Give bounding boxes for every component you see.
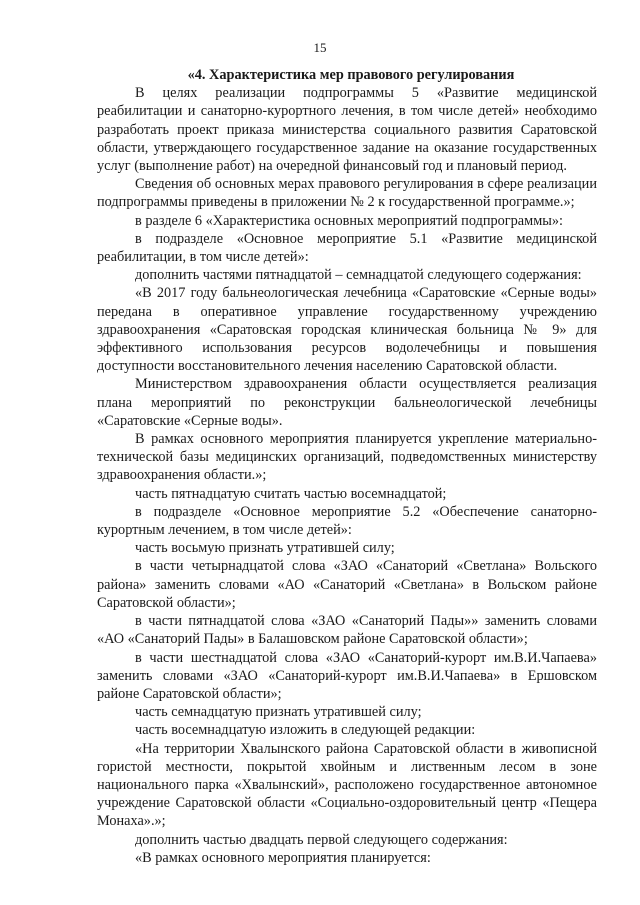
paragraph: часть семнадцатую признать утратившей силу; (135, 704, 422, 721)
paragraph: в части шестнадцатой слова «ЗАО «Санаторий-курорт им.В.И.Чапаева» заменить словами «ЗАО «Санаторий-курорт им.В.И.Чапаева» в Ершовском районе Саратовской области»; (97, 649, 597, 702)
paragraph: в подразделе «Основное мероприятие 5.1 «Развитие медицинской реабилитации, в том числе детей»: (97, 230, 597, 266)
paragraph: в части пятнадцатой слова «ЗАО «Санаторий Пады»» заменить словами «АО «Санаторий Пады» в Балашовском районе Саратовской области»; (97, 613, 597, 648)
paragraph: в разделе 6 «Характеристика основных мероприятий подпрограммы»: (135, 212, 563, 229)
paragraph: дополнить частями пятнадцатой – семнадцатой следующего содержания: (135, 267, 582, 284)
page-number: 15 (313, 40, 327, 55)
paragraph: в подразделе «Основное мероприятие 5.2 «Обеспечение санаторно-курортным лечением, в том числе детей»: (97, 503, 597, 539)
paragraph: в части четырнадцатой слова «ЗАО «Санаторий «Светлана» Вольского района» заменить словами «АО «Санаторий «Светлана» в Вольском районе Саратовской области»; (97, 558, 597, 611)
paragraph: В целях реализации подпрограммы 5 «Развитие медицинской реабилитации и санаторно-курортного лечения, в том числе детей» необходимо разработать проект приказа министерства социального развития Саратовской области, утверждающего государственное задание на оказание государственных услуг (выполнение работ) на очередной финансовый год и плановый период. (97, 85, 597, 175)
paragraph: Сведения об основных мерах правового регулирования в сфере реализации подпрограммы приведены в приложении № 2 к государственной программе.»; (97, 176, 597, 211)
paragraph: дополнить частью двадцать первой следующего содержания: (135, 831, 508, 848)
paragraph: Министерством здравоохранения области осуществляется реализация плана мероприятий по реконструкции бальнеологической лечебницы «Саратовские «Серные воды». (97, 376, 597, 429)
paragraph: «В 2017 году бальнеологическая лечебница «Саратовские «Серные воды» передана в оперативное управление государственному учреждению здравоохранения «Саратовская городская клиническая больница № 9» для эффективного использования ресурсов водолечебницы и повышения доступности восстановительного лечения населению Саратовской области. (97, 285, 597, 375)
paragraph: «В рамках основного мероприятия планируется: (135, 849, 431, 866)
paragraph: часть восемнадцатую изложить в следующей редакции: (135, 722, 476, 739)
paragraph: «На территории Хвалынского района Саратовской области в живописной гористой местности, покрытой хвойным и лиственным лесом в зоне национального парка «Хвалынский», расположено государственное автономное учреждение Саратовской области «Социально-оздоровительный центр «Пещера Монаха».»; (97, 740, 597, 830)
paragraph: В рамках основного мероприятия планируется укрепление материально-технической базы медицинских организаций, подведомственных министерству здравоохранения области.»; (97, 431, 597, 484)
paragraph: часть пятнадцатую считать частью восемнадцатой; (135, 485, 447, 502)
document-body (97, 66, 597, 867)
section-heading: «4. Характеристика мер правового регулирования (187, 67, 515, 83)
paragraph: часть восьмую признать утратившей силу; (135, 540, 395, 557)
